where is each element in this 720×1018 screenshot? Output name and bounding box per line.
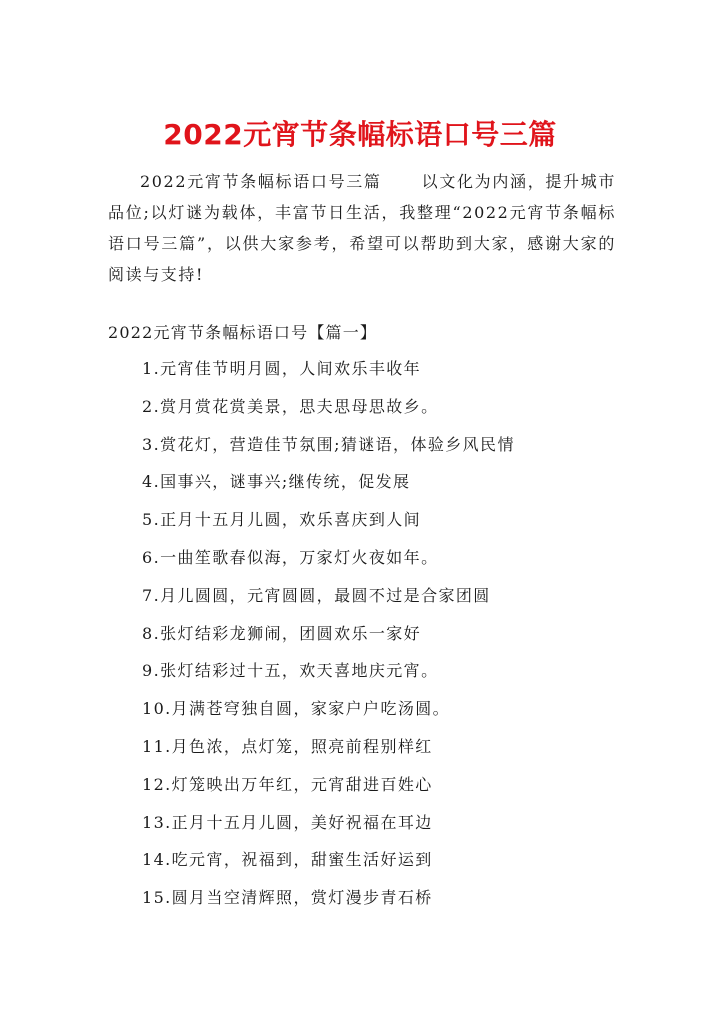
slogan-item: 9.张灯结彩过十五，欢天喜地庆元宵。: [142, 661, 439, 681]
slogan-item: 11.月色浓，点灯笼，照亮前程别样红: [142, 736, 433, 756]
intro-lead: 2022元宵节条幅标语口号三篇: [140, 172, 382, 191]
slogan-item: 14.吃元宵，祝福到，甜蜜生活好运到: [142, 850, 433, 870]
slogan-item: 4.国事兴，谜事兴;继传统，促发展: [142, 472, 411, 492]
slogan-item: 1.元宵佳节明月圆，人间欢乐丰收年: [142, 359, 422, 378]
section-heading: 2022元宵节条幅标语口号【篇一】: [108, 323, 378, 342]
slogan-item: 8.张灯结彩龙狮闹，团圆欢乐一家好: [142, 623, 422, 643]
slogan-item: 6.一曲笙歌春似海，万家灯火夜如年。: [142, 547, 439, 567]
slogan-list: [142, 356, 515, 923]
intro-paragraph: [108, 166, 616, 290]
intro-body: 以文化为内涵，提升城市品位;以灯谜为载体，丰富节日生活，我整理“2022元宵节条幅标语口号三篇”，以供大家参考，希望可以帮助到大家，感谢大家的阅读与支持!: [108, 172, 616, 284]
slogan-item: 3.赏花灯，营造佳节氛围;猜谜语，体验乡风民情: [142, 434, 515, 454]
slogan-item: 12.灯笼映出万年红，元宵甜进百姓心: [142, 774, 433, 794]
slogan-item: 15.圆月当空清辉照，赏灯漫步青石桥: [142, 888, 433, 908]
slogan-item: 5.正月十五月儿圆，欢乐喜庆到人间: [142, 510, 422, 530]
slogan-item: 2.赏月赏花赏美景，思夫思母思故乡。: [142, 396, 439, 416]
document-title: 2022元宵节条幅标语口号三篇: [163, 117, 557, 151]
slogan-item: 13.正月十五月儿圆，美好祝福在耳边: [142, 812, 433, 832]
slogan-item: 7.月儿圆圆，元宵圆圆，最圆不过是合家团圆: [142, 585, 491, 605]
slogan-item: 10.月满苍穹独自圆，家家户户吃汤圆。: [142, 699, 451, 719]
